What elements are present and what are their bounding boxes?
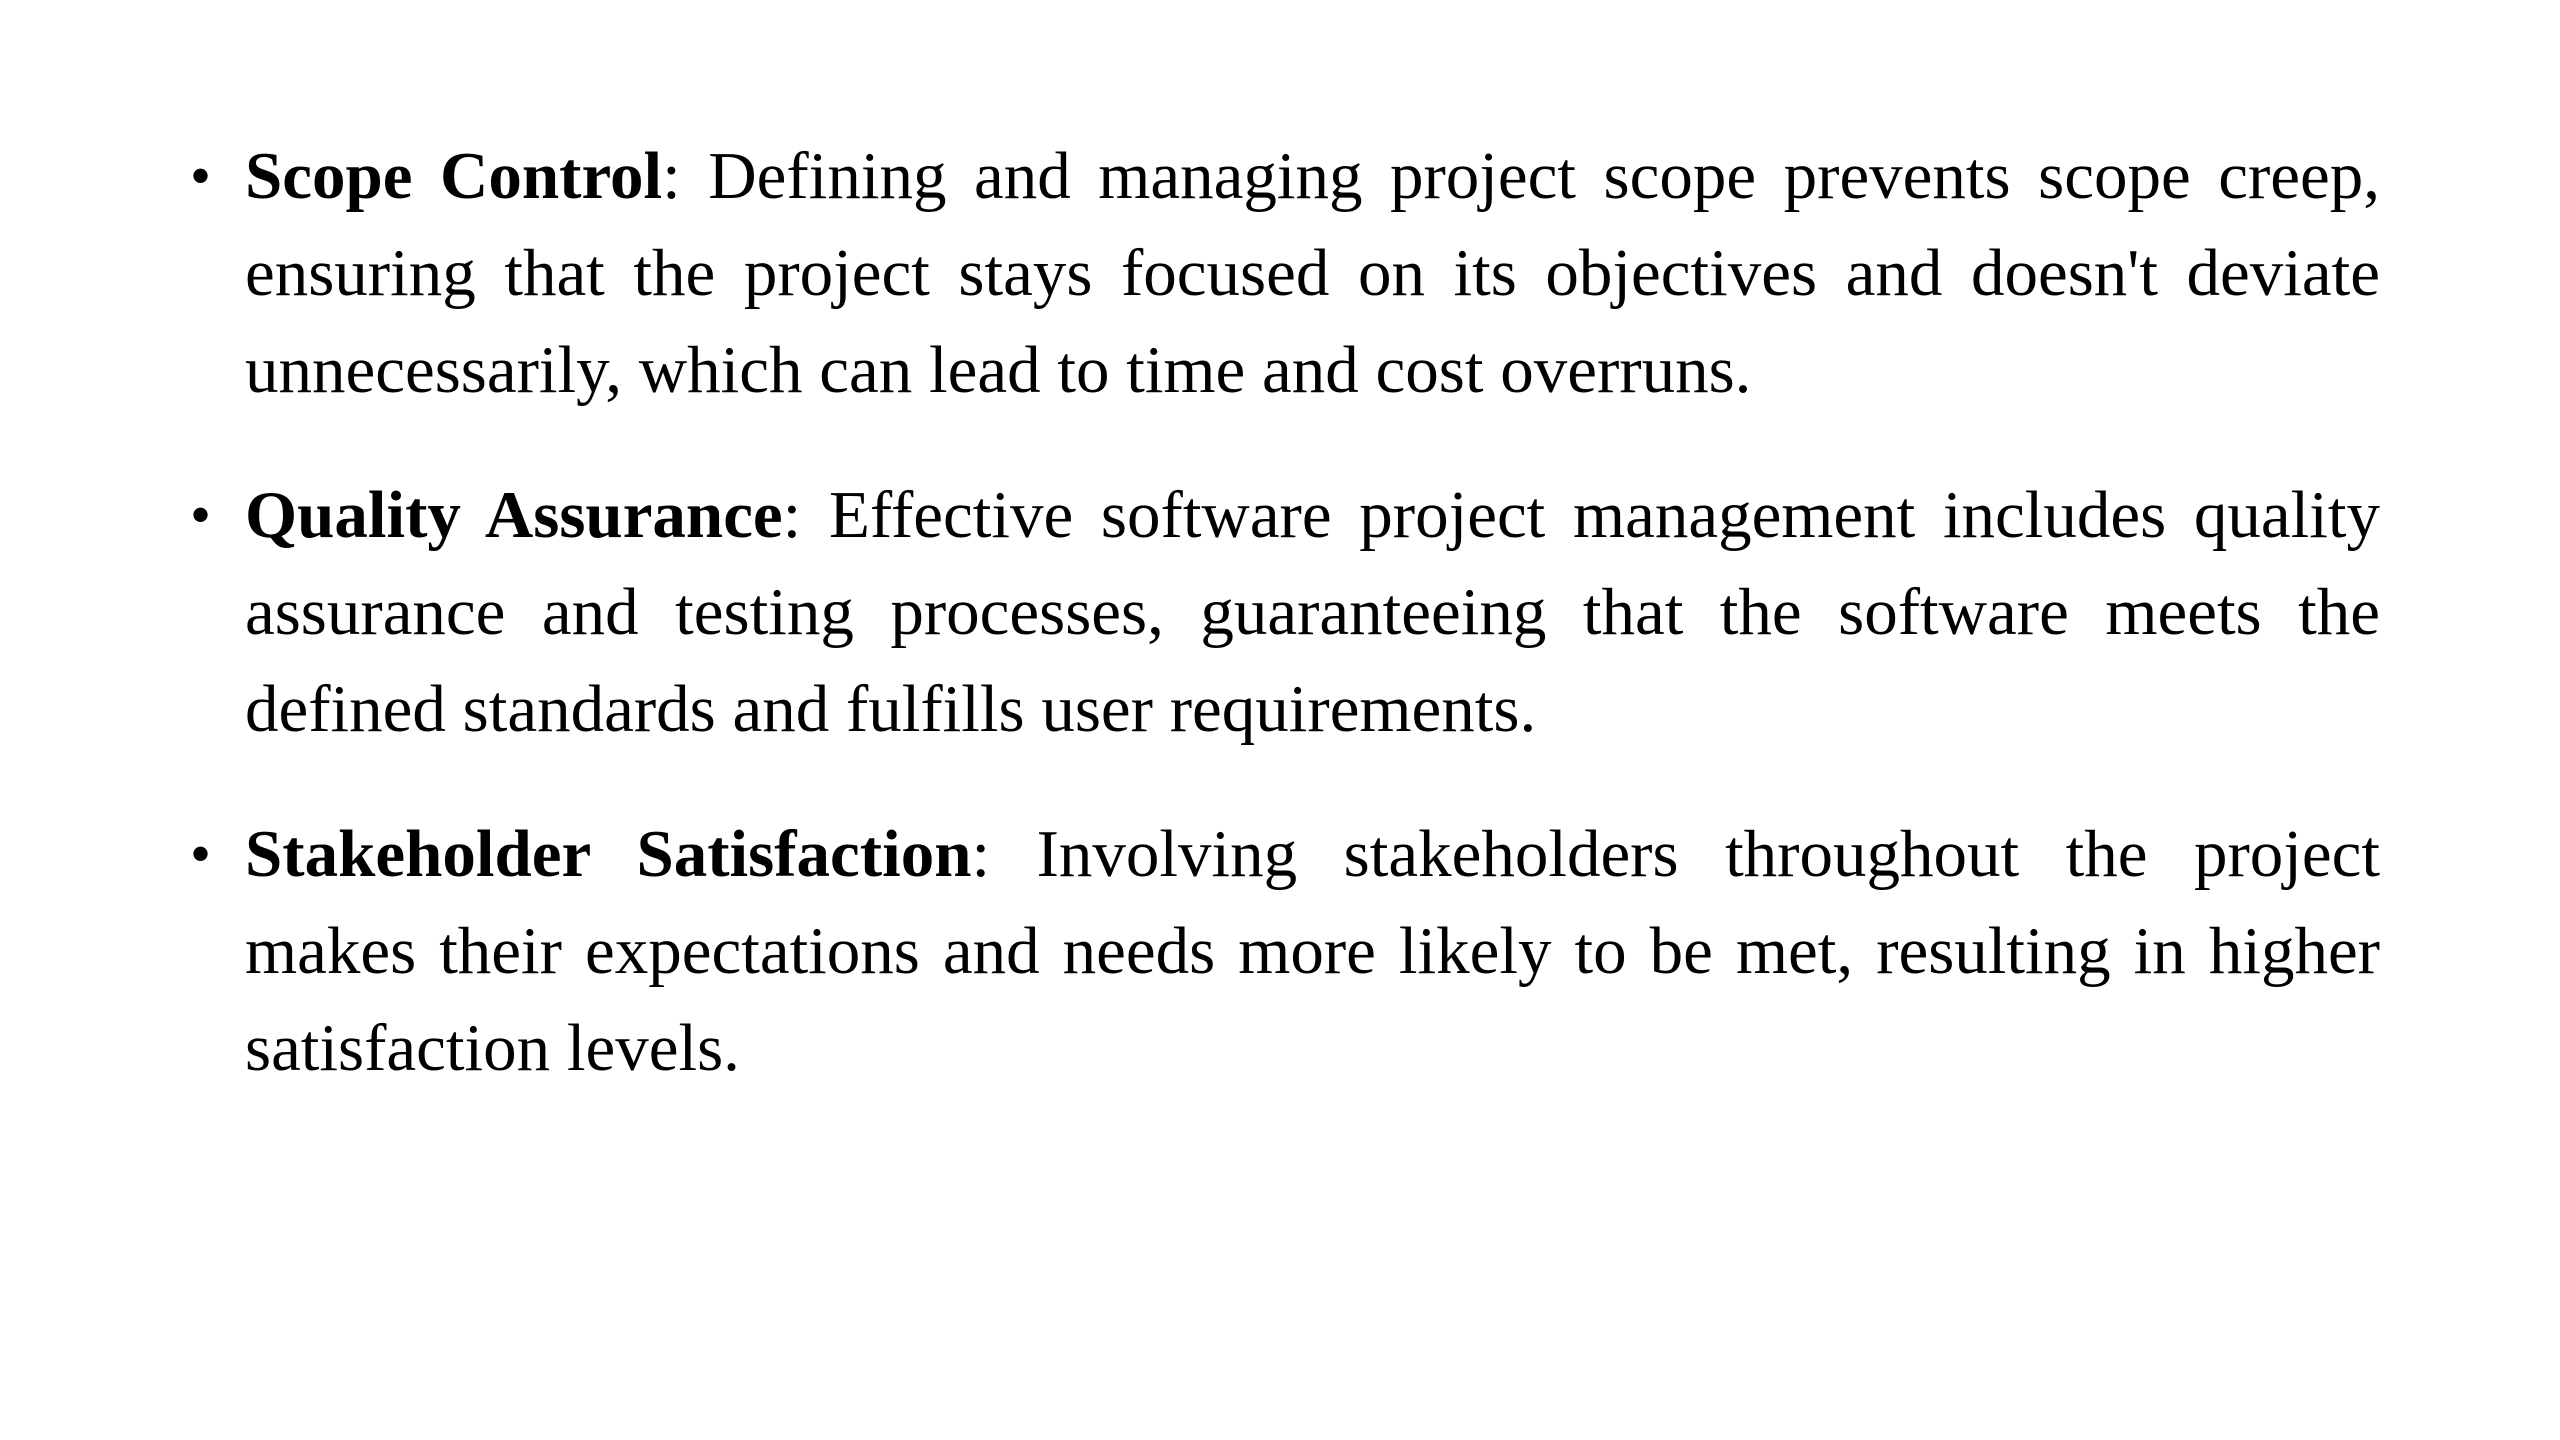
- bullet-text: Involving stakeholders throughout the project makes their expectations and needs more likely to be met, resulting in higher satisfaction levels.: [245, 817, 2380, 1085]
- bullet-separator: :: [971, 817, 991, 891]
- bullet-term: Quality Assurance: [245, 478, 783, 552]
- bullet-separator: :: [662, 139, 681, 213]
- bullet-marker: •: [190, 482, 212, 548]
- bullet-item-stakeholder-satisfaction: [190, 806, 2380, 1097]
- bullet-marker: •: [190, 821, 212, 887]
- bullet-item-scope-control: [190, 128, 2380, 419]
- bullet-list: [190, 128, 2380, 1145]
- bullet-marker: •: [190, 143, 212, 209]
- bullet-term: Stakeholder Satisfaction: [245, 817, 972, 891]
- bullet-text: Effective software project management includes quality assurance and testing processes, guaranteeing that the software meets the defined standards and fulfills user requirements.: [245, 478, 2380, 746]
- bullet-term: Scope Control: [245, 139, 663, 213]
- bullet-item-quality-assurance: [190, 467, 2380, 758]
- bullet-text: Defining and managing project scope prevents scope creep, ensuring that the project stays focused on its objectives and doesn't deviate unnecessarily, which can lead to time and cost overruns.: [245, 139, 2380, 407]
- bullet-separator: :: [782, 478, 802, 552]
